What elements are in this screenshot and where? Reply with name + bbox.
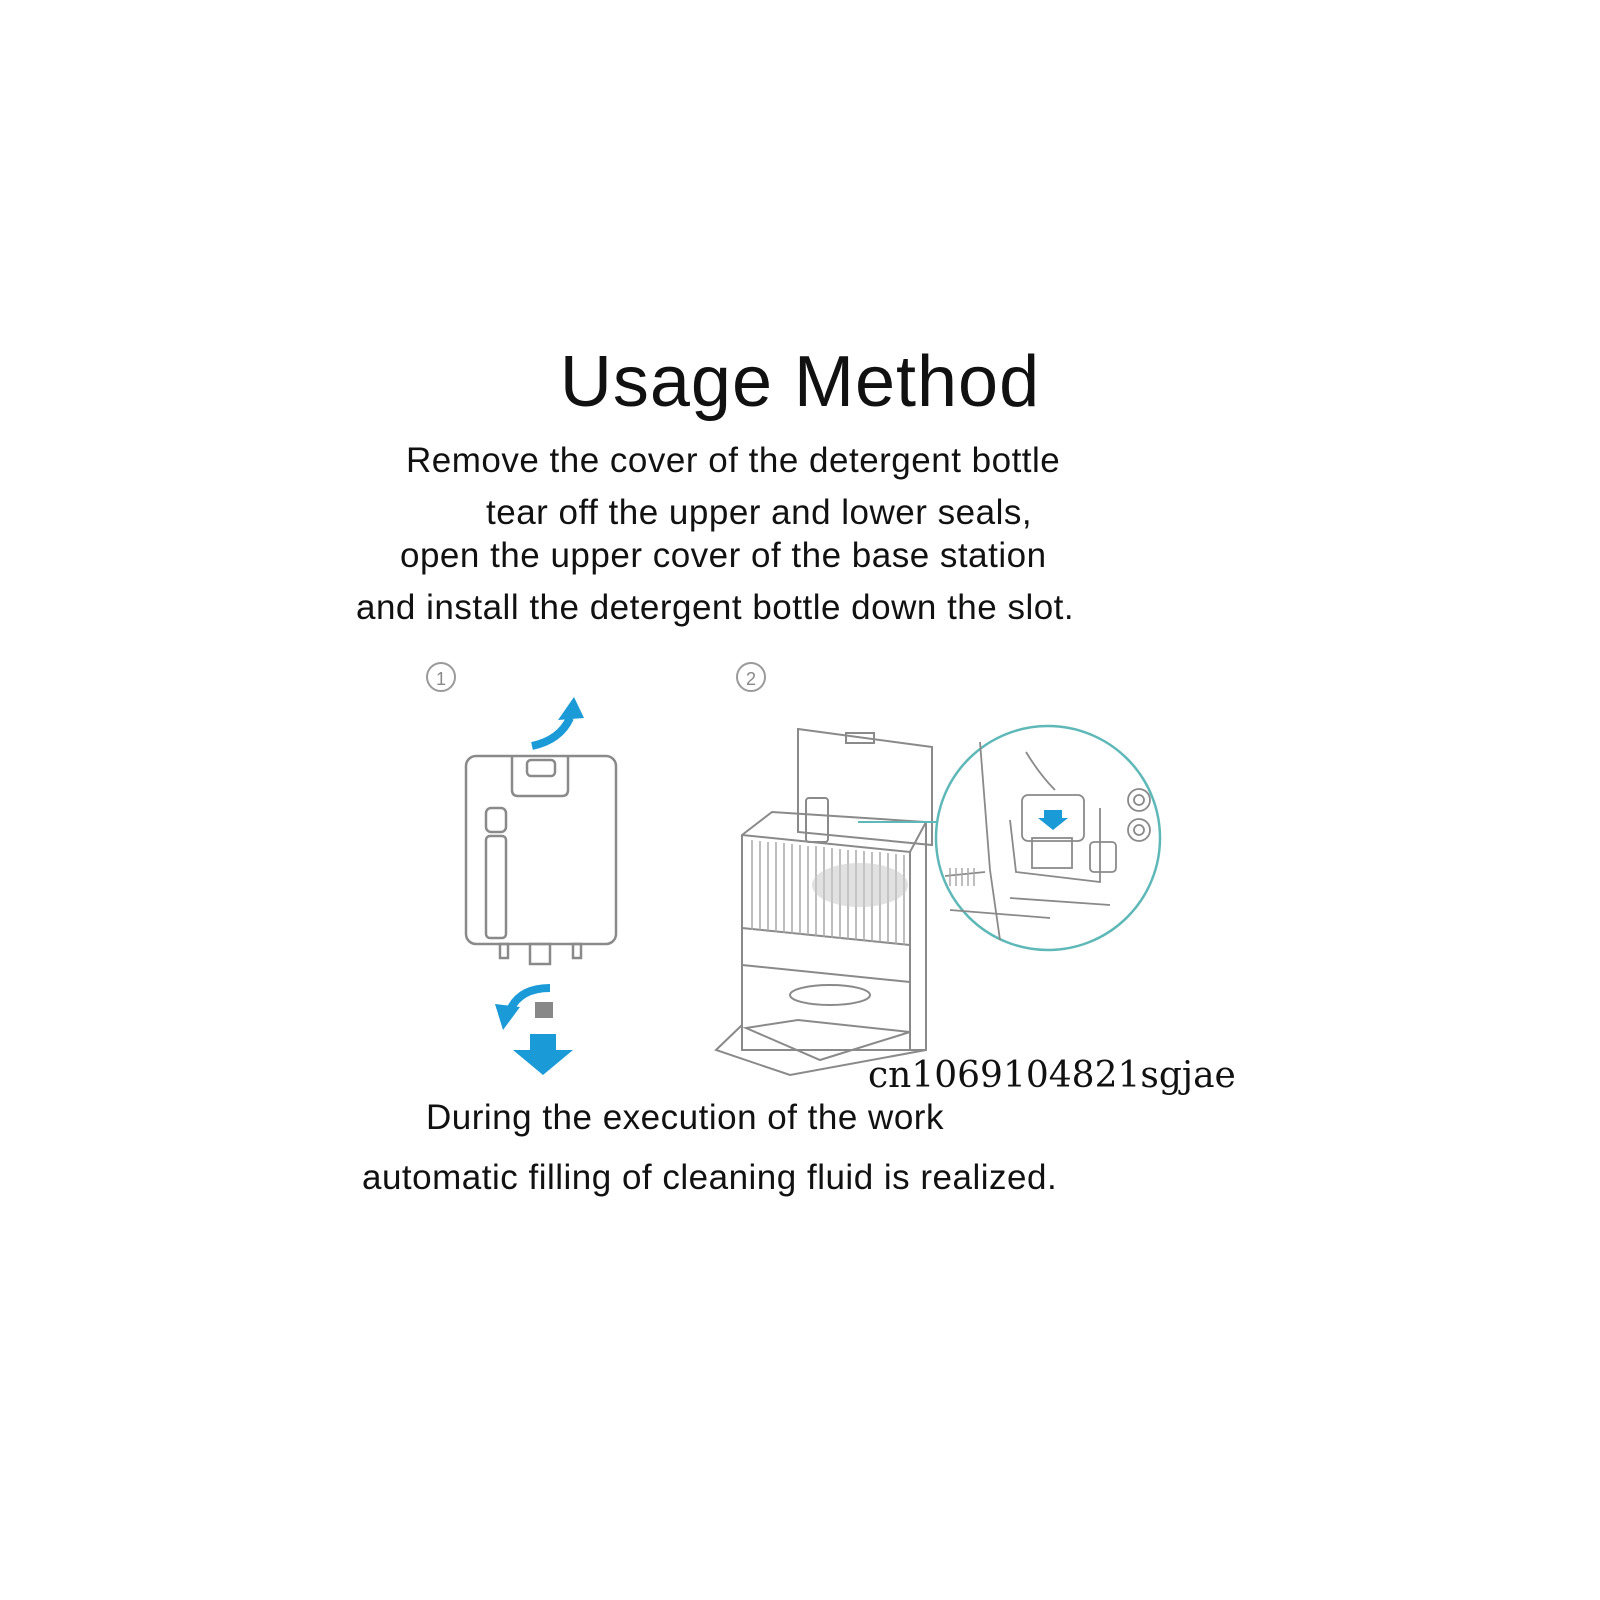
step-1-marker: 1 — [426, 662, 456, 692]
curved-arrow-up-icon — [532, 718, 570, 746]
insert-arrow-icon — [1038, 810, 1068, 830]
bottle-cap — [527, 760, 555, 776]
detergent-bottle-figure — [466, 756, 616, 964]
station-lid — [798, 729, 932, 845]
removed-seal-icon — [535, 1002, 553, 1018]
instruction-line-4: and install the detergent bottle down the slot. — [356, 588, 1075, 627]
instruction-line-1: Remove the cover of the detergent bottle — [406, 441, 1061, 480]
page-title: Usage Method — [559, 342, 1041, 422]
bottle-body — [466, 756, 616, 944]
bottle-bottom-seal — [530, 944, 550, 964]
instruction-line-2: tear off the upper and lower seals, — [486, 493, 1033, 532]
instruction-line-3: open the upper cover of the base station — [400, 536, 1047, 575]
step-2-marker: 2 — [736, 662, 766, 692]
arrow-down-icon — [513, 1034, 573, 1075]
footer-line-2: automatic filling of cleaning fluid is realized. — [362, 1158, 1058, 1197]
hand-blur — [812, 863, 908, 907]
magnifier-detail — [936, 726, 1160, 950]
footer-line-1: During the execution of the work — [426, 1098, 944, 1137]
watermark: cn1069104821sgjae — [868, 1055, 1236, 1096]
